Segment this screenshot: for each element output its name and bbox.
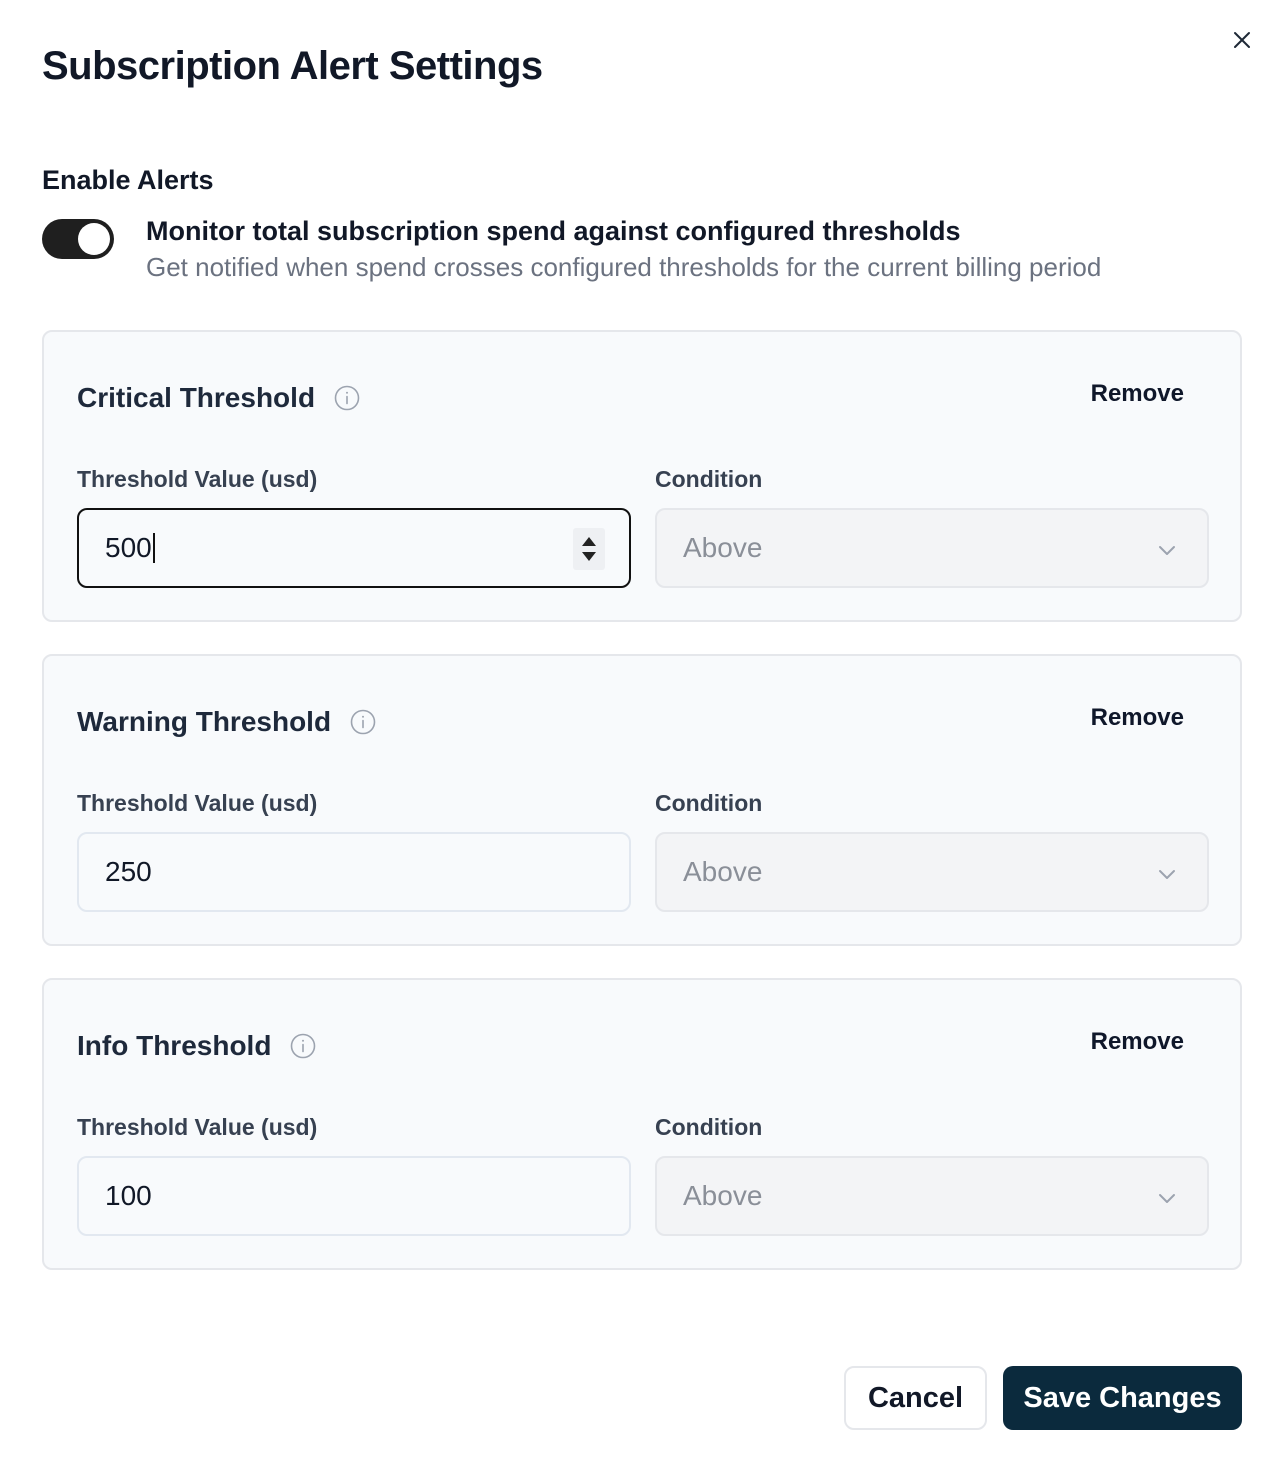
stepper-up-icon[interactable] xyxy=(582,537,596,546)
info-threshold-card xyxy=(42,978,1242,1270)
warning-condition-select[interactable] xyxy=(655,832,1209,912)
cancel-button[interactable]: Cancel xyxy=(844,1366,987,1430)
toggle-title: Monitor total subscription spend against configured thresholds xyxy=(146,216,961,246)
info-threshold-input[interactable] xyxy=(77,1156,631,1236)
close-button[interactable] xyxy=(1224,22,1260,58)
info-condition-select[interactable] xyxy=(655,1156,1209,1236)
remove-info-button[interactable]: Remove xyxy=(1090,1028,1184,1055)
info-icon[interactable] xyxy=(333,384,361,412)
stepper-down-icon[interactable] xyxy=(582,552,596,561)
info-icon[interactable] xyxy=(349,708,377,736)
warning-condition-value: Above xyxy=(683,856,763,887)
card-title xyxy=(77,382,361,414)
critical-threshold-title: Critical Threshold xyxy=(77,382,316,413)
number-stepper[interactable] xyxy=(573,528,605,570)
info-icon[interactable] xyxy=(289,1032,317,1060)
critical-threshold-input[interactable] xyxy=(77,508,631,588)
warning-threshold-value: 250 xyxy=(105,856,152,887)
info-threshold-value: 100 xyxy=(105,1180,152,1211)
remove-warning-button[interactable]: Remove xyxy=(1090,704,1184,731)
condition-label: Condition xyxy=(655,466,763,492)
toggle-knob xyxy=(78,223,110,255)
chevron-down-icon xyxy=(1155,538,1179,562)
text-caret xyxy=(153,533,155,563)
card-title xyxy=(77,706,377,738)
remove-critical-button[interactable]: Remove xyxy=(1090,380,1184,407)
condition-label: Condition xyxy=(655,790,763,816)
condition-label: Condition xyxy=(655,1114,763,1140)
threshold-value-label: Threshold Value (usd) xyxy=(77,1114,318,1140)
chevron-down-icon xyxy=(1155,1186,1179,1210)
card-title xyxy=(77,1030,317,1062)
close-icon xyxy=(1230,28,1254,52)
critical-condition-value: Above xyxy=(683,532,763,563)
critical-threshold-value: 500 xyxy=(105,532,152,563)
threshold-value-label: Threshold Value (usd) xyxy=(77,790,318,816)
warning-threshold-card xyxy=(42,654,1242,946)
toggle-subtitle: Get notified when spend crosses configured thresholds for the current billing period xyxy=(146,252,1102,282)
critical-condition-select[interactable] xyxy=(655,508,1209,588)
info-threshold-title: Info Threshold xyxy=(77,1030,272,1061)
chevron-down-icon xyxy=(1155,862,1179,886)
info-condition-value: Above xyxy=(683,1180,763,1211)
warning-threshold-input[interactable] xyxy=(77,832,631,912)
enable-alerts-label: Enable Alerts xyxy=(42,165,214,195)
enable-alerts-toggle[interactable] xyxy=(42,219,114,259)
warning-threshold-title: Warning Threshold xyxy=(77,706,332,737)
save-changes-button[interactable]: Save Changes xyxy=(1003,1366,1242,1430)
critical-threshold-card xyxy=(42,330,1242,622)
threshold-value-label: Threshold Value (usd) xyxy=(77,466,318,492)
dialog-title: Subscription Alert Settings xyxy=(42,44,543,88)
